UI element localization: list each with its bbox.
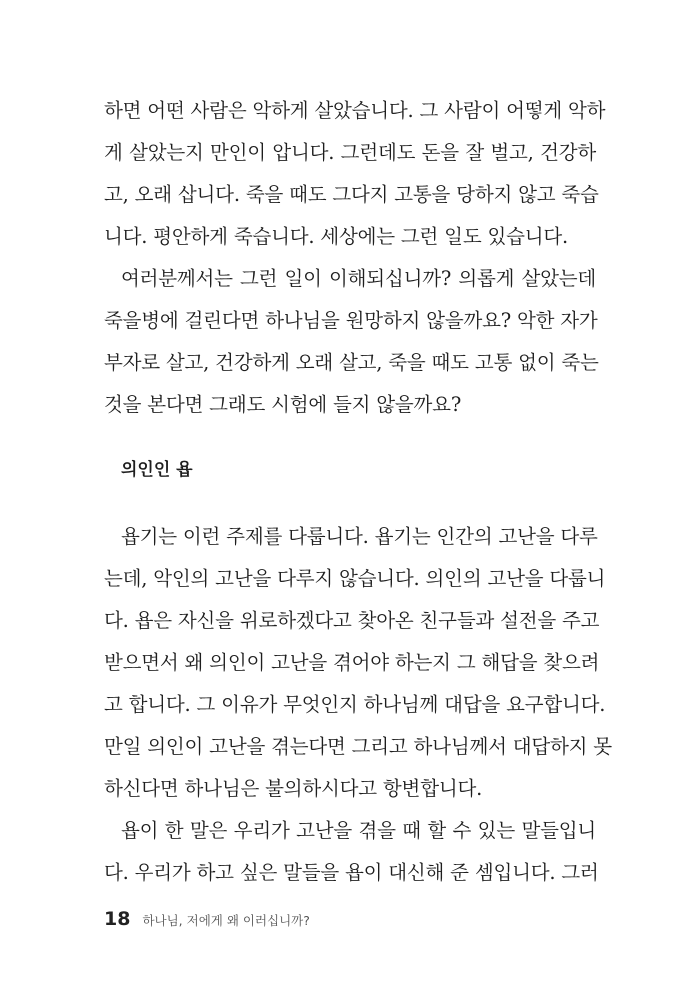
body-text-line: 는데, 악인의 고난을 다루지 않습니다. 의인의 고난을 다룹니	[104, 567, 606, 590]
body-text-line: 게 살았는지 만인이 압니다. 그런데도 돈을 잘 벌고, 건강하	[104, 141, 596, 164]
body-text-line: 부자로 살고, 건강하게 오래 살고, 죽을 때도 고통 없이 죽는	[104, 351, 599, 374]
body-text-line: 여러분께서는 그런 일이 이해되십니까? 의롭게 살았는데	[121, 267, 596, 290]
body-text-line: 하신다면 하나님은 불의하시다고 항변합니다.	[104, 777, 483, 800]
body-text-line: 니다. 평안하게 죽습니다. 세상에는 그런 일도 있습니다.	[104, 225, 569, 248]
page-number: 18	[104, 908, 131, 930]
body-text-line: 고, 오래 삽니다. 죽을 때도 그다지 고통을 당하지 않고 죽습	[104, 183, 599, 206]
body-text-line: 하면 어떤 사람은 악하게 살았습니다. 그 사람이 어떻게 악하	[104, 99, 606, 122]
running-title: 하나님, 저에게 왜 이러십니까?	[142, 913, 310, 928]
body-text-line: 욥기는 이런 주제를 다룹니다. 욥기는 인간의 고난을 다루	[121, 525, 598, 548]
body-text-line: 다. 욥은 자신을 위로하겠다고 찾아온 친구들과 설전을 주고	[104, 609, 600, 632]
body-text-line: 다. 우리가 하고 싶은 말들을 욥이 대신해 준 셈입니다. 그러	[104, 861, 599, 884]
body-text-line: 것을 본다면 그래도 시험에 들지 않을까요?	[104, 393, 462, 416]
body-text-line: 만일 의인이 고난을 겪는다면 그리고 하나님께서 대답하지 못	[104, 735, 612, 758]
body-text-line: 욥이 한 말은 우리가 고난을 겪을 때 할 수 있는 말들입니	[121, 819, 596, 842]
body-text-line: 받으면서 왜 의인이 고난을 겪어야 하는지 그 해답을 찾으려	[104, 651, 600, 674]
body-text-line: 고 합니다. 그 이유가 무엇인지 하나님께 대답을 요구합니다.	[104, 693, 606, 716]
page-footer	[104, 908, 310, 936]
body-text-line: 죽을병에 걸린다면 하나님을 원망하지 않을까요? 악한 자가	[104, 309, 598, 332]
section-heading: 의인인 욥	[121, 460, 193, 480]
